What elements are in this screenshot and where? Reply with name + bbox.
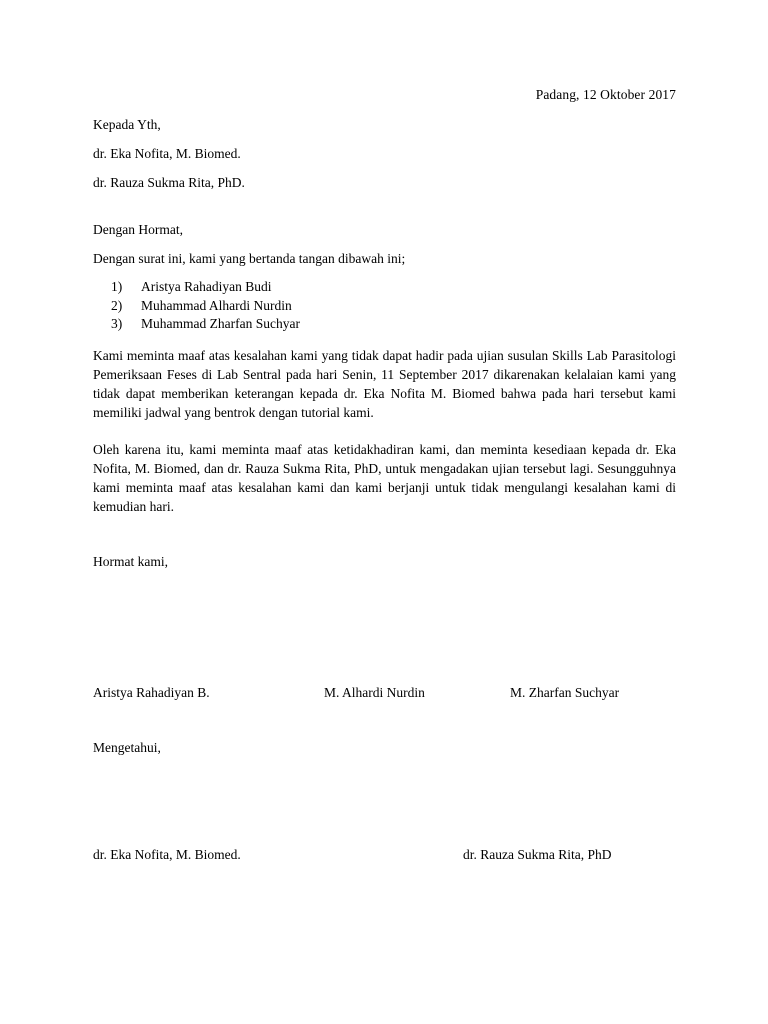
list-item-number: 3) [111,316,123,331]
signature-name-2: M. Alhardi Nurdin [324,685,425,701]
list-item [111,298,676,314]
list-item-label: Muhammad Zharfan Suchyar [141,316,300,331]
approver-name-2: dr. Rauza Sukma Rita, PhD [463,847,612,863]
signatory-list [93,279,676,332]
addressee-heading: Kepada Yth, [93,117,161,132]
closing-phrase: Hormat kami, [93,554,168,570]
signature-name-1: Aristya Rahadiyan B. [93,685,210,701]
date-line: Padang, 12 Oktober 2017 [535,87,676,102]
salutation: Dengan Hormat, [93,222,183,237]
paragraph-two: Oleh karena itu, kami meminta maaf atas ketidakhadiran kami, dan meminta kesediaan kepada dr. Eka Nofita, M. Biomed, dan dr. Rauza Sukma Rita, PhD, untuk mengadakan ujian tersebut lagi. Sesungguhnya kami meminta maaf atas kesalahan kami dan kami berjanji untuk tidak mengulangi kesalahan kami di kemudian hari. [93,441,676,515]
list-item [111,279,676,295]
approver-name-1: dr. Eka Nofita, M. Biomed. [93,847,241,863]
addressee-block [93,117,676,191]
knowing-label: Mengetahui, [93,740,161,756]
list-item-number: 1) [111,279,123,294]
list-item-label: Aristya Rahadiyan Budi [141,279,272,294]
signature-row [93,685,676,705]
signature-name-3: M. Zharfan Suchyar [510,685,620,701]
addressee-line-1: dr. Eka Nofita, M. Biomed. [93,146,241,161]
letter-body [93,0,676,867]
list-item [111,316,676,332]
approver-row [93,847,676,867]
list-item-number: 2) [111,297,123,313]
list-item-label: Muhammad Alhardi Nurdin [141,297,292,313]
paragraph-one: Kami meminta maaf atas kesalahan kami yang tidak dapat hadir pada ujian susulan Skills Lab Parasitologi Pemeriksaan Feses di Lab Sentral pada hari Senin, 11 September 2017 dikarenakan kelalaian kami yang tidak dapat memberikan keterangan kepada dr. Eka Nofita M. Biomed bahwa pada hari tersebut kami memiliki jadwal yang bentrok dengan tutorial kami. [93,348,676,421]
intro-sentence: Dengan surat ini, kami yang bertanda tangan dibawah ini; [93,251,406,266]
addressee-line-2: dr. Rauza Sukma Rita, PhD. [93,175,245,190]
